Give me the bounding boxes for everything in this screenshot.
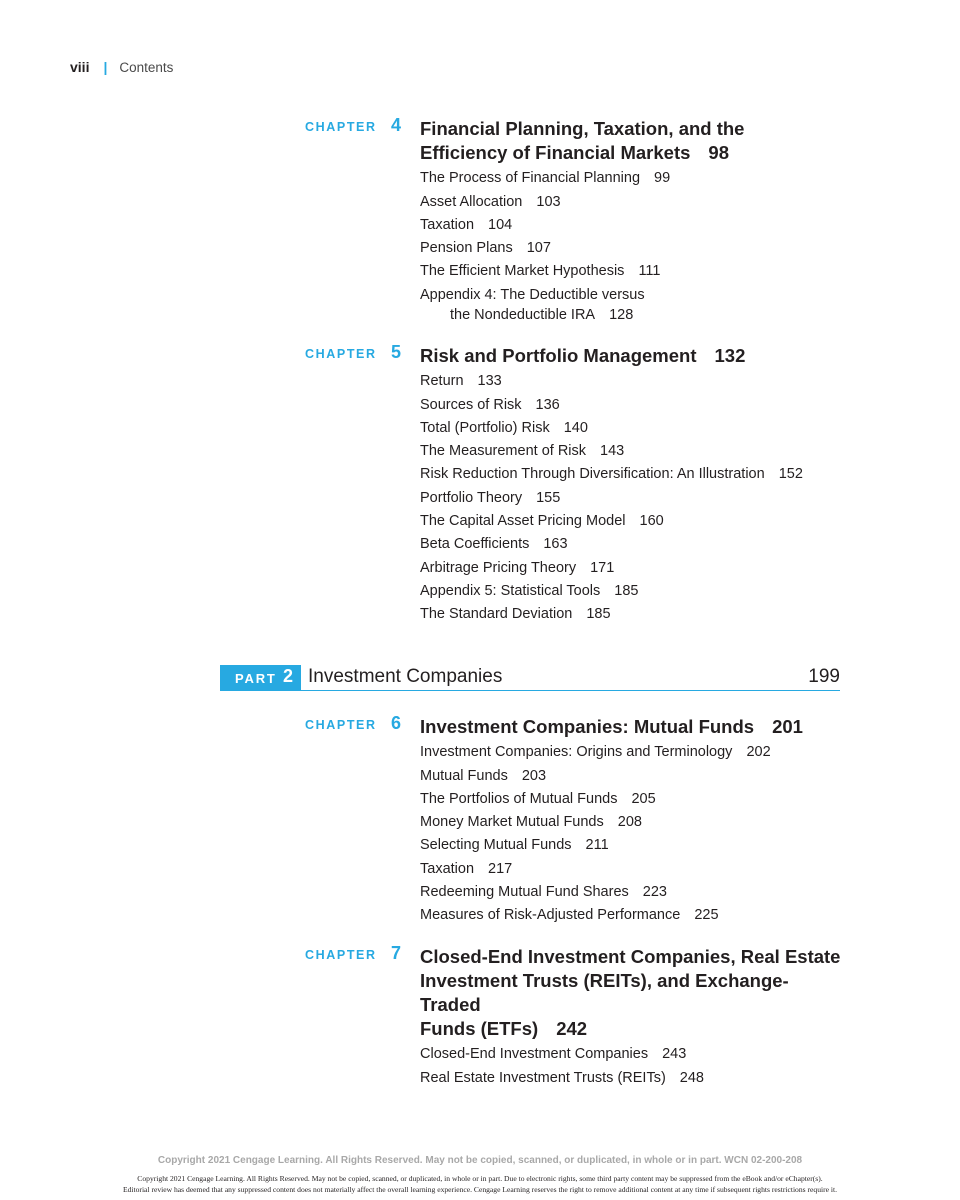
chapter-4: [305, 117, 845, 325]
toc-entry: [420, 442, 845, 461]
chapter-6: [305, 715, 845, 925]
entry-title: Asset Allocation: [420, 193, 523, 210]
entry-title: Money Market Mutual Funds: [420, 814, 604, 831]
chapter-title-line: Risk and Portfolio Management: [420, 345, 697, 366]
entry-page: 111: [638, 263, 661, 280]
entry-page: 107: [526, 240, 551, 257]
entry-page: 152: [778, 466, 803, 483]
entry-title: Measures of Risk-Adjusted Performance: [420, 907, 681, 924]
toc-entry: [420, 489, 845, 508]
chapter-title: [420, 715, 845, 739]
fine-print-line: Editorial review has deemed that any suppressed content does not materially affect the overall learning experience. Cengage Learning reserves the right to remove additional content at any time if subsequent rights restrictions require it.: [122, 1184, 838, 1194]
chapter-title-line: Investment Companies: Mutual Funds: [420, 716, 755, 737]
entry-page: 203: [521, 767, 547, 784]
copyright-notice: Copyright 2021 Cengage Learning. All Rights Reserved. May not be copied, scanned, or duplicated, in whole or in part. WCN 02-200-208: [157, 1155, 803, 1166]
entry-title: Investment Companies: Origins and Terminology: [420, 744, 733, 761]
entry-page: 128: [609, 306, 634, 323]
entry-page: 208: [617, 814, 642, 831]
toc-entry: [420, 216, 845, 235]
entry-page: 140: [563, 419, 588, 436]
entry-page: 103: [536, 193, 561, 210]
toc-entry: [420, 813, 845, 832]
chapter-title: [420, 117, 845, 165]
entry-title: Beta Coefficients: [420, 536, 530, 553]
entry-page: 185: [586, 606, 611, 623]
entry-page: 211: [585, 837, 609, 854]
entry-page: 143: [600, 443, 625, 460]
running-head-section: Contents: [119, 59, 174, 75]
toc-entry: [420, 605, 845, 624]
toc-entry: [420, 836, 845, 855]
entry-page: 99: [654, 170, 671, 187]
toc-entry: [420, 582, 845, 601]
chapter-title-line: Closed-End Investment Companies, Real Estate: [420, 946, 841, 967]
toc-entry: [420, 883, 845, 902]
page-folio: viii: [70, 59, 90, 75]
entry-title: Taxation: [420, 216, 475, 233]
toc-entry: [420, 419, 845, 438]
entry-page: 225: [694, 907, 719, 924]
chapter-5: [305, 344, 845, 624]
entry-title: Redeeming Mutual Fund Shares: [420, 884, 629, 901]
entry-page: 248: [679, 1069, 704, 1086]
chapter-number: 6: [391, 713, 402, 733]
chapter-number: 5: [391, 342, 402, 362]
chapter-title: [420, 945, 845, 1041]
entry-page: 160: [639, 513, 664, 530]
toc-entry: [420, 743, 845, 762]
entry-page: 202: [746, 744, 771, 761]
toc-entry: [420, 535, 845, 554]
entry-page: 205: [631, 790, 656, 807]
running-head: [70, 59, 173, 75]
chapter-page: 98: [708, 142, 729, 163]
part-tag: [220, 665, 301, 690]
entry-title: Return: [420, 373, 464, 390]
fine-print-line: Copyright 2021 Cengage Learning. All Rights Reserved. May not be copied, scanned, or duplicated, in whole or in part. Due to electronic rights, some third party content may be suppressed from the eBook and/or eChapter(s).: [137, 1174, 823, 1183]
chapter-title-line: Investment Trusts (REITs), and Exchange-Traded: [420, 970, 789, 1015]
chapter-label: CHAPTER: [305, 718, 377, 732]
toc-entry: [420, 860, 845, 879]
entry-page: 136: [535, 396, 560, 413]
part-label: PART: [235, 671, 277, 686]
entry-title: Arbitrage Pricing Theory: [420, 559, 577, 576]
entry-title: The Process of Financial Planning: [420, 170, 641, 187]
toc-entry: [420, 465, 845, 484]
toc-entry: [420, 396, 845, 415]
chapter-number: 4: [391, 115, 402, 135]
chapter-number: 7: [391, 943, 402, 963]
entry-page: 133: [477, 373, 502, 390]
chapter-title: [420, 344, 845, 368]
entry-title: Real Estate Investment Trusts (REITs): [420, 1069, 666, 1086]
entry-title: The Measurement of Risk: [420, 443, 587, 460]
entry-title: The Standard Deviation: [420, 606, 573, 623]
chapter-7: [305, 945, 845, 1088]
chapter-title-line: Funds (ETFs): [420, 1018, 539, 1039]
entry-title: Pension Plans: [420, 240, 513, 257]
chapter-page: 242: [556, 1018, 588, 1039]
entry-page: 163: [543, 536, 568, 553]
entry-title: Closed-End Investment Companies: [420, 1046, 649, 1063]
part-number: 2: [283, 666, 294, 686]
toc-entry: [420, 286, 845, 325]
toc-entry: [420, 767, 845, 786]
toc-entry: [420, 906, 845, 925]
toc-entry: [420, 193, 845, 212]
toc-entry: [420, 239, 845, 258]
entry-title: The Capital Asset Pricing Model: [420, 513, 626, 530]
entry-title: The Portfolios of Mutual Funds: [420, 790, 618, 807]
entry-title: Risk Reduction Through Diversification: An Illustration: [420, 466, 765, 483]
entry-page: 185: [614, 582, 639, 599]
toc-entry: [420, 559, 845, 578]
entry-title: Sources of Risk: [420, 396, 522, 413]
copyright-fine-print: [0, 1174, 960, 1195]
part-title: Investment Companies: [308, 666, 503, 687]
chapter-title-line: Financial Planning, Taxation, and the: [420, 118, 745, 139]
entry-title: Total (Portfolio) Risk: [420, 419, 550, 436]
entry-title: Appendix 5: Statistical Tools: [420, 582, 601, 599]
chapter-page: 132: [714, 345, 746, 366]
toc-entry: [420, 1069, 845, 1088]
entry-page: 171: [590, 559, 615, 576]
toc-entry: [420, 169, 845, 188]
chapter-label: CHAPTER: [305, 347, 377, 361]
chapter-label: CHAPTER: [305, 948, 377, 962]
entry-title: The Efficient Market Hypothesis: [420, 263, 625, 280]
part-page: 199: [808, 666, 840, 687]
entry-title: Appendix 4: The Deductible versus: [420, 286, 645, 303]
toc-entry: [420, 372, 845, 391]
entry-title: Mutual Funds: [420, 767, 508, 784]
entry-page: 155: [536, 489, 561, 506]
toc-entry: [420, 1045, 845, 1064]
entry-title: Selecting Mutual Funds: [420, 837, 572, 854]
chapter-page: 201: [772, 716, 803, 737]
entry-title: Taxation: [420, 860, 475, 877]
running-head-divider: |: [103, 59, 108, 75]
toc-entry: [420, 262, 845, 281]
entry-title: Portfolio Theory: [420, 489, 523, 506]
entry-title-continued: the Nondeductible IRA: [450, 306, 596, 323]
entry-page: 243: [662, 1046, 687, 1063]
entry-page: 104: [488, 216, 513, 233]
toc-entry: [420, 512, 845, 531]
chapter-title-line: Efficiency of Financial Markets: [420, 142, 691, 163]
part-2-heading: [220, 665, 840, 691]
entry-page: 223: [642, 884, 667, 901]
entry-page: 217: [488, 860, 513, 877]
toc-entry: [420, 790, 845, 809]
chapter-label: CHAPTER: [305, 120, 377, 134]
